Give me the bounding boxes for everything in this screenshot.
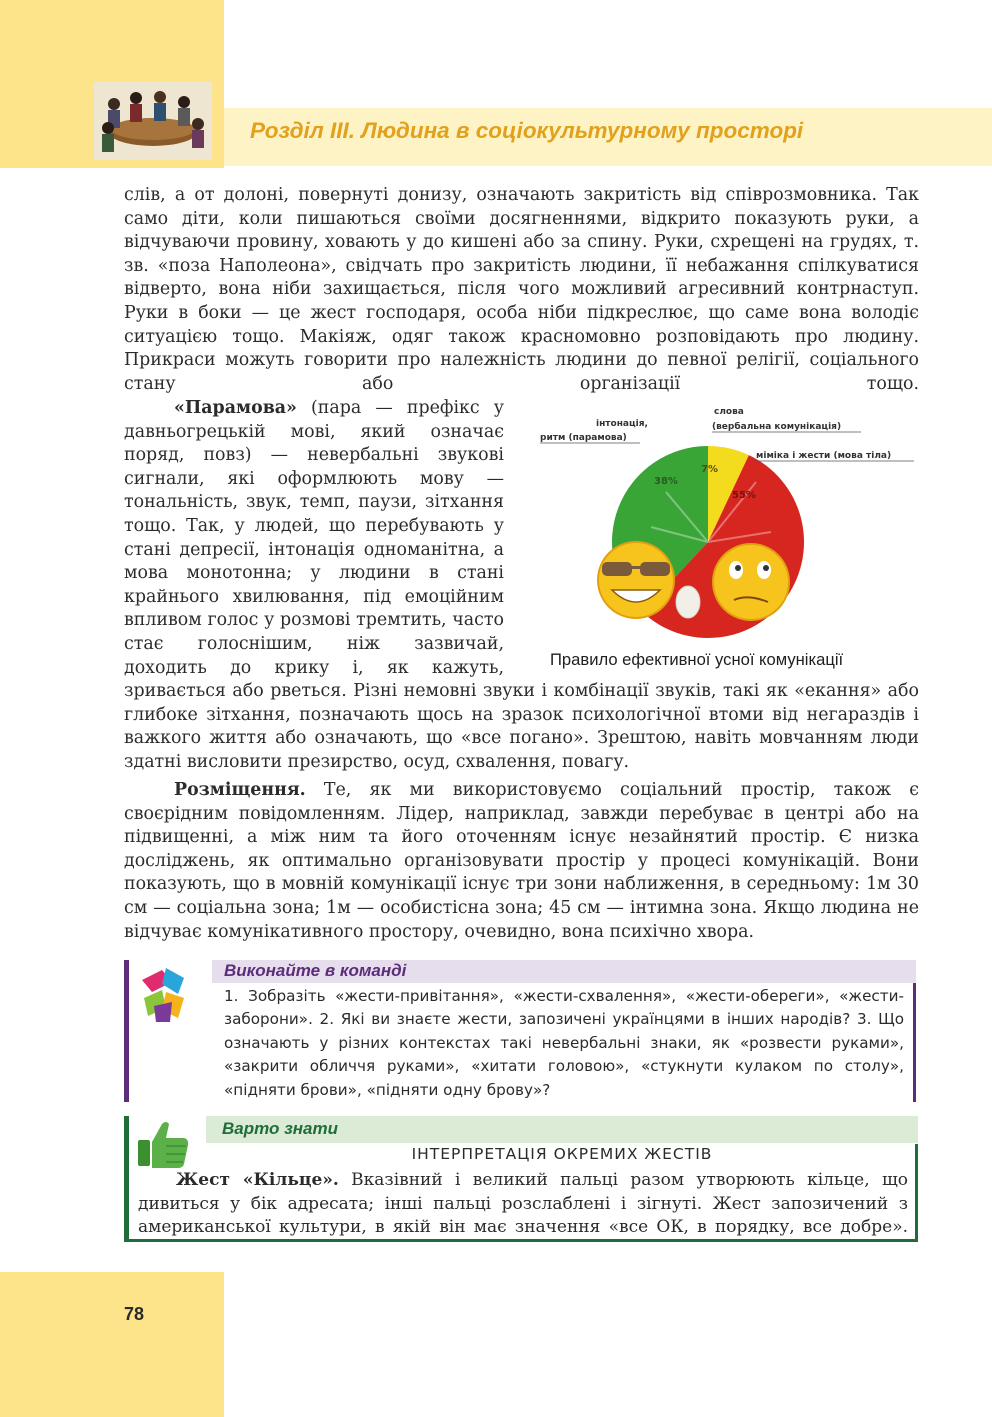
pie-label-gestures: міміка і жести (мова тіла) (756, 451, 892, 461)
term-ring-gesture: Жест «Кільце». (176, 1170, 339, 1190)
paragraph-gestures: слів, а от долоні, повернуті донизу, означають закритість від співрозмовника. Так само діти, коли пишаються своїми досягненнями, відкрито показують руки, а відчуваючи провину, ховають у до кишені або за спину. Руки, схрещені на грудях, т. зв. «поза Наполеона», свідчать про закритість людини, її небажання спілкуватися відверто, вона ніби захищається, після чого можливий агресивний контрнаступ. Руки в боки — це жест господаря, особа ніби підкреслює, що саме вона володіє ситуацією тощо. Макіяж, одяг також красномовно розповідають про людину. Прикраси можуть говорити про належність людини до певної релігії, соціального стану або організації тощо. (124, 185, 919, 394)
smiley-sunglasses-icon (598, 542, 674, 618)
pie-label-words-1: слова (714, 407, 744, 417)
term-placement: Розміщення. (174, 780, 306, 800)
page-number: 78 (124, 1304, 145, 1324)
hand-icon (676, 586, 700, 618)
pie-percent-words: 7% (701, 464, 718, 475)
paragraph-placement (124, 779, 919, 944)
hands-icon (132, 960, 194, 1030)
paragraph-paramova (124, 397, 504, 680)
pie-percent-gestures: 55% (732, 490, 756, 501)
task-box-left-border (124, 960, 129, 1102)
chapter-title: Розділ ІІІ. Людина в соціокультурному просторі (250, 118, 804, 143)
know-box-title: Варто знати (222, 1119, 339, 1138)
team-task-box (124, 960, 916, 1102)
paragraph-paramova-continued: зривається або рветься. Різні немовні звуки і комбінації звуків, такі як «екання» або глибоке зітхання, позначають щось на зразок психологічної втоми від негараздів і важкого життя або означають, що «все погано». Зрештою, навіть мовчанням люди здатні висловити презирство, осуд, схвалення, повагу. (124, 681, 919, 772)
pie-label-words-2: (вербальна комунікація) (712, 422, 842, 432)
pie-label-intonation-2: ритм (парамова) (540, 433, 627, 443)
paramova-text: (пара — префікс у давньогрецькій мові, який означає поряд, повз) — невербальні звукові сигнали, які оформлюють мову — тональність, звук, темп, паузи, зітхання тощо. Так, у людей, що перебувають у стані депресії, інтонація одноманітна, а мова монотонна; у людини в стані крайнього хвилювання, під емоційним впливом голос у розмові тремтить, часто стає голоснішим, ніж зазвичай, доходить до крику і, як кажуть, (124, 398, 504, 678)
worth-knowing-box (124, 1116, 918, 1242)
ring-gesture-text: Вказівний і великий пальці разом утворюють кільце, що дивиться у бік адресата; інші пальці розслаблені і зігнуті. Жест запозичений з американської культури, в якій він має значення «все ОК, в порядку, все добре». (138, 1170, 908, 1237)
bottom-decoration-strip (0, 1272, 224, 1417)
pie-label-intonation-1: інтонація, (596, 419, 648, 429)
know-box-left-border (124, 1116, 129, 1242)
know-box-subtitle: ІНТЕРПРЕТАЦІЯ ОКРЕМИХ ЖЕСТІВ (411, 1145, 713, 1163)
term-paramova: «Парамова» (174, 398, 297, 418)
task-box-text: 1. Зобразіть «жести-привітання», «жести-схвалення», «жести-обереги», «жести-заборони». 2. Які ви знаєте жести, запозичені українцями в інших народів? 3. Що означають у різних контекстах такі невербальні знаки, як «розвести руками», «закрити обличчя руками», «хитати головою», «стукнути кулаком по столу», «підняти брови», «підняти одну брову»? (224, 987, 904, 1099)
header-image (94, 82, 212, 160)
task-box-title: Виконайте в команді (224, 961, 407, 980)
pie-percent-intonation: 38% (654, 476, 678, 487)
figure-caption: Правило ефективної усної комунікації (550, 650, 844, 669)
communication-pie-chart (536, 402, 926, 642)
thumbs-up-icon (136, 1118, 190, 1170)
smiley-thinking-icon (713, 544, 789, 620)
placement-text: Те, як ми використовуємо соціальний простір, також є своєрідним повідомленням. Лідер, наприклад, завжди перебуває в центрі або на підвищенні, а між ним та його оточенням існує незайнятий простір. Є низка досліджень, як оптимально організовувати простір у процесі комунікацій. Вони показують, що в мовній комунікації існує три зони наближення, в середньому: 1м 30 см — соціальна зона; 1м — особистісна зона; 45 см — інтимна зона. Якщо людина не відчуває комунікативного простору, очевидно, вона психічно хвора. (124, 780, 919, 942)
know-box-text (138, 1169, 908, 1240)
